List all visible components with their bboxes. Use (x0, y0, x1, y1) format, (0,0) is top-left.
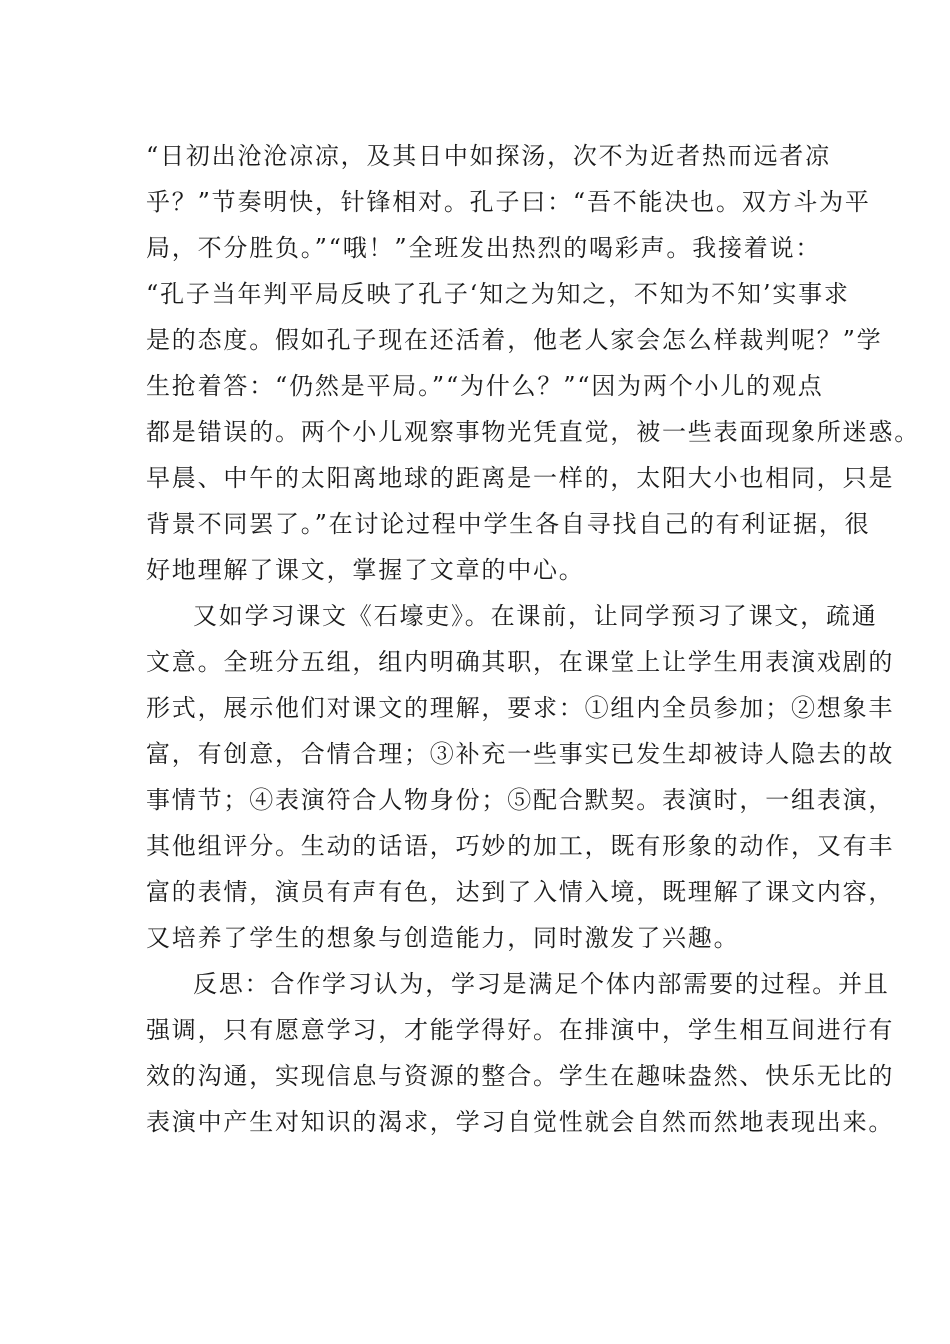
paragraph-first-line: 又如学习课文《石壕吏》。在课前，让同学预习了课文，疏通 (193, 602, 878, 630)
text-line: 强调，只有愿意学习，才能学得好。在排演中，学生相互间进行有 (146, 1016, 895, 1044)
text-line: 是的态度。假如孔子现在还活着，他老人家会怎么样裁判呢？”学 (146, 326, 883, 354)
text-line: 生抢着答：“仍然是平局。”“为什么？”“因为两个小儿的观点 (146, 372, 824, 400)
text-line: 局，不分胜负。”“哦！”全班发出热烈的喝彩声。我接着说： (146, 234, 822, 262)
text-line: 都是错误的。两个小儿观察事物光凭直觉，被一些表面现象所迷惑。 (146, 418, 920, 446)
text-line: “孔子当年判平局反映了孔子‘知之为知之，不知为不知’实事求 (146, 280, 850, 308)
text-line: 乎？”节奏明快，针锋相对。孔子曰：“吾不能决也。双方斗为平 (146, 188, 871, 216)
text-line: 富的表情，演员有声有色，达到了入情入境，既理解了课文内容， (146, 878, 895, 906)
paragraph-first-line: 反思：合作学习认为，学习是满足个体内部需要的过程。并且 (193, 970, 890, 998)
text-line: 文意。全班分五组，组内明确其职，在课堂上让学生用表演戏剧的 (146, 648, 895, 676)
text-line: “日初出沧沧凉凉，及其日中如探汤，次不为近者热而远者凉 (146, 142, 831, 170)
text-line: 早晨、中午的太阳离地球的距离是一样的，太阳大小也相同，只是 (146, 464, 895, 492)
text-line: 富，有创意，合情合理；③补充一些事实已发生却被诗人隐去的故 (146, 740, 895, 768)
text-line: 好地理解了课文，掌握了文章的中心。 (146, 556, 585, 584)
text-line: 效的沟通，实现信息与资源的整合。学生在趣味盎然、快乐无比的 (146, 1062, 895, 1090)
text-line: 形式，展示他们对课文的理解，要求：①组内全员参加；②想象丰 (146, 694, 895, 722)
text-line: 表演中产生对知识的渴求，学习自觉性就会自然而然地表现出来。 (146, 1108, 895, 1136)
text-line: 其他组评分。生动的话语，巧妙的加工，既有形象的动作，又有丰 (146, 832, 895, 860)
text-line: 事情节；④表演符合人物身份；⑤配合默契。表演时，一组表演， (146, 786, 895, 814)
document-body (146, 133, 920, 1145)
text-line: 背景不同罢了。”在讨论过程中学生各自寻找自己的有利证据，很 (146, 510, 871, 538)
text-line: 又培养了学生的想象与创造能力，同时激发了兴趣。 (146, 924, 740, 952)
